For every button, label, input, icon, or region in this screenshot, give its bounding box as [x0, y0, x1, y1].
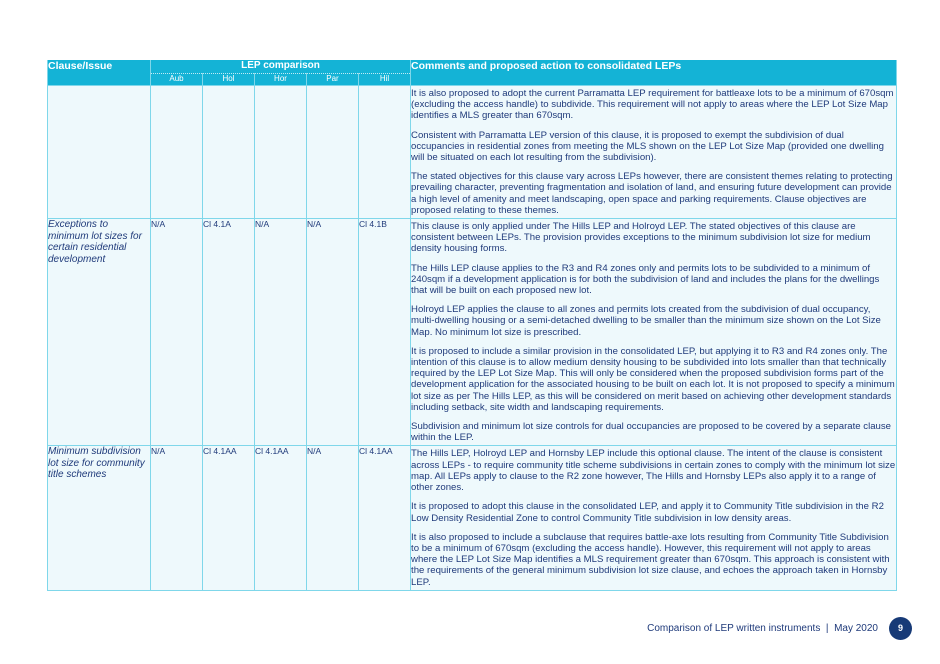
- header-lep-comparison: LEP comparison: [151, 60, 411, 74]
- comment-paragraph: The stated objectives for this clause vary across LEPs however, there are consistent themes relating to protecting prevailing character, preventing fragmentation and isolation of land, and ensuring future development can provide a high level of amenity and meet landscaping, open space and parking requirements. Clause objectives are proposed relating to these themes.: [411, 171, 893, 216]
- header-col-par: Par: [307, 74, 359, 86]
- page-number-badge: 9: [889, 617, 912, 640]
- comments-cell: [411, 86, 897, 219]
- table-row: [48, 446, 897, 590]
- comments-cell: [411, 446, 897, 590]
- value-par: [307, 86, 359, 219]
- comment-paragraph: Subdivision and minimum lot size controls for dual occupancies are proposed to be covered by a separate clause within the LEP.: [411, 421, 892, 444]
- header-col-hor: Hor: [255, 74, 307, 86]
- value-aub: N/A: [151, 446, 203, 590]
- header-col-hol: Hol: [203, 74, 255, 86]
- comment-paragraph: The Hills LEP, Holroyd LEP and Hornsby LEP include this optional clause. The intent of the clause is consistent across LEPs - to require community title scheme subdivisions in certain zones to comply with the minimum lot size map. All LEPs apply to clause to the R2 zone however, The Hills and Hornsby LEPs also apply it to a range of other zones.: [411, 448, 896, 494]
- table-row: [48, 86, 897, 219]
- value-aub: N/A: [151, 219, 203, 446]
- value-hor: [255, 86, 307, 219]
- page-footer: [647, 623, 878, 634]
- footer-separator: |: [825, 623, 829, 634]
- footer-date: May 2020: [834, 623, 878, 634]
- clause-cell: Exceptions to minimum lot sizes for certain residential development: [48, 219, 151, 446]
- comments-cell: [411, 219, 897, 446]
- header-col-hil: Hil: [359, 74, 411, 86]
- comment-paragraph: Holroyd LEP applies the clause to all zones and permits lots created from the subdivision of dual occupancy, multi-dwelling housing or a semi-detached dwelling to be smaller than the minimum size shown on the Lot Size Map. No minimum lot size is prescribed.: [411, 304, 881, 338]
- header-comments: Comments and proposed action to consolidated LEPs: [411, 60, 897, 86]
- value-hol: [203, 86, 255, 219]
- value-hil: [359, 86, 411, 219]
- comment-paragraph: It is proposed to include a similar provision in the consolidated LEP, but applying it to R3 and R4 zones only. The intention of this clause is to allow medium density housing to be subdivided into lots smaller than that technically required by the LEP Lot Size Map. This will only be considered when the proposed subdivision forms part of the development application for the associated housing to be built on each lot. It is not proposed to specify a minimum lot size as per The Hills LEP, as this will be considered on merit based on achieving other development standards including setback, site width and landscaping requirements.: [411, 345, 895, 413]
- comment-paragraph: Consistent with Parramatta LEP version of this clause, it is proposed to exempt the subdivision of dual occupancies in residential zones from meeting the MLS shown on the LEP Lot Size Map (provided one dwelling will be situated on each lot resulting from the subdivision).: [411, 129, 884, 164]
- value-aub: [151, 86, 203, 219]
- lep-comparison-table: [47, 60, 897, 591]
- value-par: N/A: [307, 446, 359, 590]
- comment-paragraph: The Hills LEP clause applies to the R3 and R4 zones only and permits lots to be subdivided to a minimum of 240sqm if a development application is for both the subdivision of land and includes the plans for the dwellings that will be built on each proposed new lot.: [411, 262, 880, 297]
- comment-paragraph: This clause is only applied under The Hills LEP and Holroyd LEP. The stated objectives of this clause are consistent between LEPs. The provision provides exceptions to the minimum subdivision lot size for medium density housing forms.: [411, 221, 871, 255]
- value-hor: Cl 4.1AA: [255, 446, 307, 590]
- value-hol: Cl 4.1A: [203, 219, 255, 446]
- header-col-aub: Aub: [151, 74, 203, 86]
- clause-cell: [48, 86, 151, 219]
- table-row: [48, 219, 897, 446]
- clause-cell: Minimum subdivision lot size for community title schemes: [48, 446, 151, 590]
- comment-paragraph: It is also proposed to adopt the current Parramatta LEP requirement for battleaxe lots to be a minimum of 670sqm (excluding the access handle) to subdivide. This requirement will not apply to areas where the LEP Lot Size Map identifies a MLS greater than 670sqm.: [411, 88, 894, 122]
- comment-paragraph: It is proposed to adopt this clause in the consolidated LEP, and apply it to Community Title subdivision in the R2 Low Density Residential Zone to control Community Title subdivision in low density areas.: [411, 501, 884, 524]
- value-hil: Cl 4.1AA: [359, 446, 411, 590]
- value-hil: Cl 4.1B: [359, 219, 411, 446]
- value-hol: Cl 4.1AA: [203, 446, 255, 590]
- header-clause: Clause/Issue: [48, 60, 151, 86]
- value-hor: N/A: [255, 219, 307, 446]
- comment-paragraph: It is also proposed to include a subclause that requires battle-axe lots resulting from Community Title Subdivision to be a minimum of 670sqm (excluding the access handle). However, this requirement will not apply to areas where the LEP Lot Size Map identifies a MLS requirement greater than 670sqm. This approach is consistent with the requirements of the general minimum subdivision lot size clause, and echoes the approach taken in Hornsby LEP.: [411, 531, 890, 588]
- value-par: N/A: [307, 219, 359, 446]
- footer-title: Comparison of LEP written instruments: [647, 623, 821, 634]
